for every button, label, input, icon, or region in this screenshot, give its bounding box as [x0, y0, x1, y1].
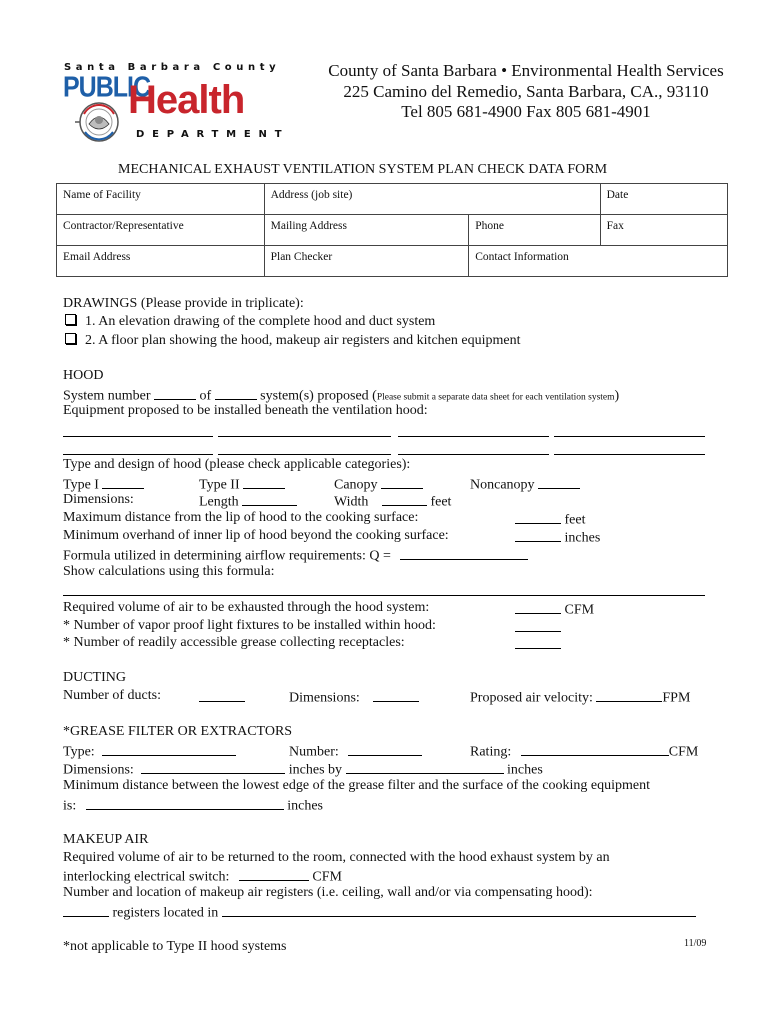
calculation-blank[interactable] — [63, 595, 705, 596]
noncanopy-blank[interactable] — [538, 475, 580, 489]
address-field[interactable]: Address (job site) — [264, 184, 600, 215]
mailing-address-field[interactable]: Mailing Address — [264, 215, 469, 246]
facility-info-table — [56, 183, 728, 277]
header-line-2: 225 Camino del Remedio, Santa Barbara, CA., 93110 — [343, 82, 709, 101]
length-label: Length — [199, 492, 297, 511]
grease-dimensions-field: Dimensions: inches by inches — [63, 760, 543, 779]
logo-public-text: PUBLIC — [63, 71, 151, 104]
floor-plan-checkbox[interactable] — [65, 333, 76, 344]
grease-receptacles-label: * Number of readily accessible grease collecting receptacles: — [63, 635, 405, 650]
drawing-item-2: 2. A floor plan showing the hood, makeup air registers and kitchen equipment — [65, 333, 520, 349]
contractor-field[interactable]: Contractor/Representative — [57, 215, 265, 246]
registers-field: registers located in — [63, 903, 696, 922]
hood-heading: HOOD — [63, 368, 104, 383]
system-number-blank[interactable] — [154, 386, 196, 400]
type-2-label: Type II — [199, 475, 285, 494]
logo-county-text: Santa Barbara County — [64, 62, 281, 73]
email-field[interactable]: Email Address — [57, 246, 265, 277]
type-design-label: Type and design of hood (please check applicable categories): — [63, 457, 411, 472]
header-line-1: County of Santa Barbara • Environmental Health Services — [328, 61, 724, 80]
drawing-item-1: 1. An elevation drawing of the complete hood and duct system — [65, 314, 435, 330]
min-overhang-field: inches — [515, 528, 600, 547]
air-velocity-blank[interactable] — [596, 688, 662, 702]
fax-field[interactable]: Fax — [600, 215, 727, 246]
noncanopy-label: Noncanopy — [470, 475, 580, 494]
max-distance-field: feet — [515, 510, 585, 529]
form-title: MECHANICAL EXHAUST VENTILATION SYSTEM PLAN CHECK DATA FORM — [118, 162, 608, 177]
registers-location-blank[interactable] — [222, 903, 696, 917]
header-line-3: Tel 805 681-4900 Fax 805 681-4901 — [401, 102, 651, 121]
drawings-heading: DRAWINGS (Please provide in triplicate): — [63, 296, 304, 311]
formula-line: Formula utilized in determining airflow requirements: Q = — [63, 546, 528, 565]
vapor-proof-label: * Number of vapor proof light fixtures to be installed within hood: — [63, 618, 436, 633]
grease-dim-1-blank[interactable] — [141, 760, 285, 774]
plan-checker-field[interactable]: Plan Checker — [264, 246, 469, 277]
contact-info-field[interactable]: Contact Information — [469, 246, 728, 277]
form-version: 11/09 — [684, 938, 707, 949]
grease-min-distance-label: Minimum distance between the lowest edge of the grease filter and the surface of the cooking equipment — [63, 778, 651, 793]
required-volume-blank[interactable] — [515, 600, 561, 614]
equipment-blank[interactable] — [554, 454, 705, 455]
grease-type-blank[interactable] — [102, 742, 236, 756]
equipment-blank[interactable] — [398, 454, 549, 455]
grease-number-blank[interactable] — [348, 742, 422, 756]
footer-note: *not applicable to Type II hood systems — [63, 939, 287, 954]
number-location-label: Number and location of makeup air registers (i.e. ceiling, wall and/or via compensating hood): — [63, 885, 593, 900]
required-volume-field: CFM — [515, 600, 594, 619]
ducting-dimensions-field: Dimensions: — [289, 688, 419, 707]
ducting-dimensions-blank[interactable] — [373, 688, 419, 702]
date-field[interactable]: Date — [600, 184, 727, 215]
equipment-blank[interactable] — [63, 436, 213, 437]
equipment-blank[interactable] — [218, 454, 391, 455]
system-number-line: System number of system(s) proposed (Please submit a separate data sheet for each ventilation system) — [63, 386, 619, 405]
vapor-proof-blank[interactable] — [515, 618, 561, 632]
width-blank[interactable] — [382, 492, 427, 506]
min-overhang-blank[interactable] — [515, 528, 561, 542]
air-velocity-field: Proposed air velocity: FPM — [470, 688, 690, 707]
max-distance-blank[interactable] — [515, 510, 561, 524]
logo-health-text: Health — [128, 78, 245, 122]
grease-receptacles-blank[interactable] — [515, 635, 561, 649]
grease-filter-heading: *GREASE FILTER OR EXTRACTORS — [63, 724, 293, 739]
makeup-required-label: Required volume of air to be returned to the room, connected with the hood exhaust system by an — [63, 850, 610, 865]
grease-rating-blank[interactable] — [521, 742, 669, 756]
show-calc-label: Show calculations using this formula: — [63, 564, 275, 579]
length-blank[interactable] — [242, 492, 297, 506]
max-distance-label: Maximum distance from the lip of hood to the cooking surface: — [63, 510, 419, 525]
equipment-blank[interactable] — [218, 436, 391, 437]
width-label: Width feet — [334, 492, 451, 511]
hood-dimensions-label: Dimensions: — [63, 492, 134, 507]
equipment-blank[interactable] — [63, 454, 213, 455]
grease-min-distance-blank[interactable] — [86, 796, 284, 810]
type-2-blank[interactable] — [243, 475, 285, 489]
makeup-air-heading: MAKEUP AIR — [63, 832, 149, 847]
grease-rating-field: Rating: CFM — [470, 742, 698, 761]
equipment-blank[interactable] — [398, 436, 549, 437]
equipment-proposed-label: Equipment proposed to be installed beneath the ventilation hood: — [63, 403, 428, 418]
interlocking-field: interlocking electrical switch: CFM — [63, 867, 342, 886]
number-of-ducts-label: Number of ducts: — [63, 688, 161, 703]
equipment-blank[interactable] — [554, 436, 705, 437]
required-volume-label: Required volume of air to be exhausted through the hood system: — [63, 600, 430, 615]
type-1-blank[interactable] — [102, 475, 144, 489]
logo-department-text: DEPARTMENT — [136, 129, 290, 140]
type-1-label: Type I — [63, 475, 144, 494]
elevation-drawing-checkbox[interactable] — [65, 314, 76, 325]
ducting-heading: DUCTING — [63, 670, 126, 685]
separate-sheet-note: Please submit a separate data sheet for each ventilation system — [376, 392, 615, 403]
number-of-ducts-blank[interactable] — [199, 688, 245, 702]
formula-blank[interactable] — [400, 546, 528, 560]
systems-total-blank[interactable] — [215, 386, 257, 400]
canopy-label: Canopy — [334, 475, 423, 494]
county-seal-icon — [75, 98, 123, 146]
name-of-facility-field[interactable]: Name of Facility — [57, 184, 265, 215]
canopy-blank[interactable] — [381, 475, 423, 489]
grease-min-distance-field: is: inches — [63, 796, 323, 815]
registers-count-blank[interactable] — [63, 903, 109, 917]
grease-number-field: Number: — [289, 742, 422, 761]
min-overhang-label: Minimum overhand of inner lip of hood beyond the cooking surface: — [63, 528, 449, 543]
grease-dim-2-blank[interactable] — [346, 760, 504, 774]
grease-type-field: Type: — [63, 742, 236, 761]
interlocking-cfm-blank[interactable] — [239, 867, 309, 881]
phone-field[interactable]: Phone — [469, 215, 600, 246]
